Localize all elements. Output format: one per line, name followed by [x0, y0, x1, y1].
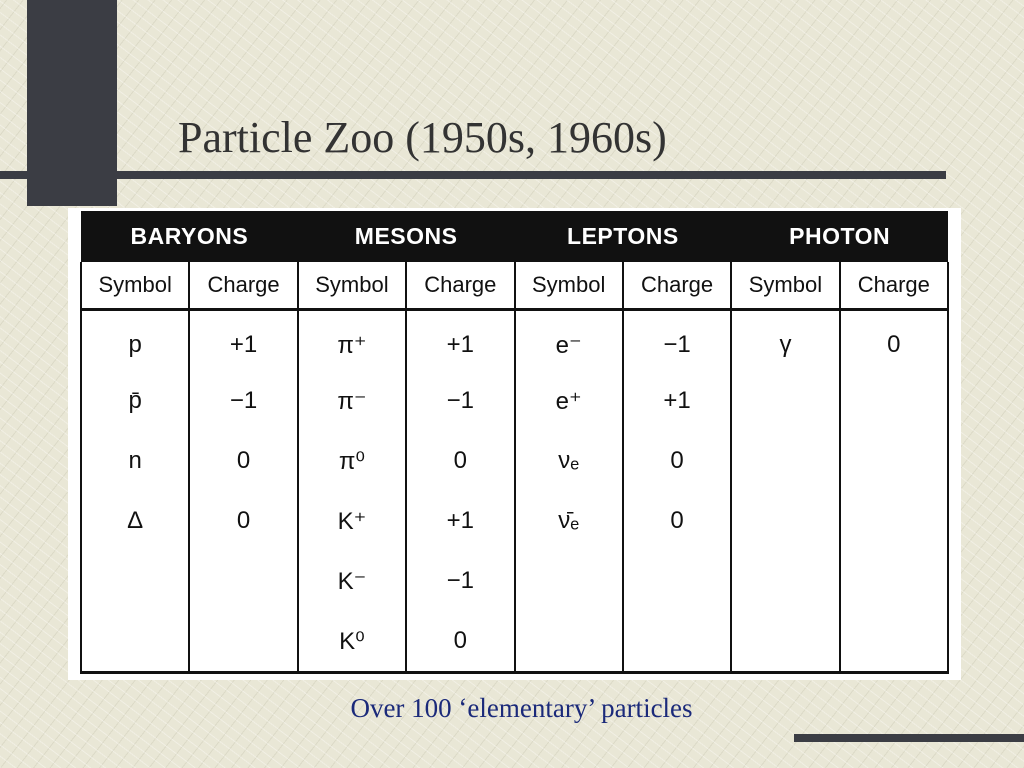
particle-charge-cell: 0	[623, 431, 731, 491]
particle-charge-cell: −1	[406, 551, 514, 611]
particle-symbol-cell: νₑ	[515, 431, 623, 491]
particle-charge-cell	[189, 611, 297, 673]
particle-charge-cell	[189, 551, 297, 611]
title-underline-rule	[0, 171, 946, 179]
group-header-photon: PHOTON	[731, 211, 948, 262]
table-row	[81, 310, 948, 372]
column-header-charge: Charge	[189, 262, 297, 310]
particle-symbol-cell	[731, 371, 839, 431]
group-header-row	[81, 211, 948, 262]
particle-charge-cell: −1	[623, 310, 731, 372]
particle-symbol-cell: π⁻	[298, 371, 406, 431]
table-row	[81, 491, 948, 551]
column-header-symbol: Symbol	[81, 262, 189, 310]
particle-charge-cell: 0	[406, 611, 514, 673]
particle-symbol-cell	[731, 491, 839, 551]
particle-symbol-cell: e⁻	[515, 310, 623, 372]
particle-table	[80, 211, 949, 674]
table-row	[81, 611, 948, 673]
particle-charge-cell	[840, 491, 948, 551]
column-header-charge: Charge	[406, 262, 514, 310]
group-header-mesons: MESONS	[298, 211, 515, 262]
particle-symbol-cell: K⁺	[298, 491, 406, 551]
particle-charge-cell	[623, 611, 731, 673]
particle-charge-cell	[623, 551, 731, 611]
particle-charge-cell: −1	[406, 371, 514, 431]
particle-charge-cell: 0	[189, 491, 297, 551]
column-header-charge: Charge	[623, 262, 731, 310]
particle-charge-cell: +1	[406, 310, 514, 372]
particle-symbol-cell	[731, 431, 839, 491]
column-header-symbol: Symbol	[731, 262, 839, 310]
particle-charge-cell: +1	[406, 491, 514, 551]
particle-charge-cell: 0	[623, 491, 731, 551]
particle-charge-cell: +1	[189, 310, 297, 372]
particle-symbol-cell: π⁰	[298, 431, 406, 491]
particle-charge-cell	[840, 431, 948, 491]
particle-symbol-cell: γ	[731, 310, 839, 372]
slide-caption: Over 100 ‘elementary’ particles	[350, 693, 693, 723]
particle-charge-cell	[840, 551, 948, 611]
footer-rule	[794, 734, 1024, 742]
column-header-symbol: Symbol	[298, 262, 406, 310]
column-header-symbol: Symbol	[515, 262, 623, 310]
particle-symbol-cell: n	[81, 431, 189, 491]
particle-symbol-cell: ν̄ₑ	[515, 491, 623, 551]
group-header-leptons: LEPTONS	[515, 211, 732, 262]
particle-charge-cell: −1	[189, 371, 297, 431]
particle-symbol-cell: K⁰	[298, 611, 406, 673]
particle-symbol-cell: K⁻	[298, 551, 406, 611]
column-header-charge: Charge	[840, 262, 948, 310]
particle-symbol-cell	[515, 611, 623, 673]
column-header-row	[81, 262, 948, 310]
table-row	[81, 551, 948, 611]
particle-charge-cell: +1	[623, 371, 731, 431]
slide-title: Particle Zoo (1950s, 1960s)	[178, 113, 667, 162]
particle-symbol-cell: p	[81, 310, 189, 372]
particle-charge-cell: 0	[840, 310, 948, 372]
particle-symbol-cell	[731, 611, 839, 673]
particle-charge-cell: 0	[189, 431, 297, 491]
particle-symbol-cell	[731, 551, 839, 611]
particle-table-panel	[68, 208, 961, 680]
particle-symbol-cell: p̄	[81, 371, 189, 431]
particle-charge-cell	[840, 611, 948, 673]
particle-symbol-cell	[515, 551, 623, 611]
table-row	[81, 371, 948, 431]
particle-symbol-cell	[81, 551, 189, 611]
particle-symbol-cell: e⁺	[515, 371, 623, 431]
group-header-baryons: BARYONS	[81, 211, 298, 262]
table-row	[81, 431, 948, 491]
particle-charge-cell: 0	[406, 431, 514, 491]
particle-symbol-cell: Δ	[81, 491, 189, 551]
particle-symbol-cell	[81, 611, 189, 673]
particle-symbol-cell: π⁺	[298, 310, 406, 372]
particle-charge-cell	[840, 371, 948, 431]
